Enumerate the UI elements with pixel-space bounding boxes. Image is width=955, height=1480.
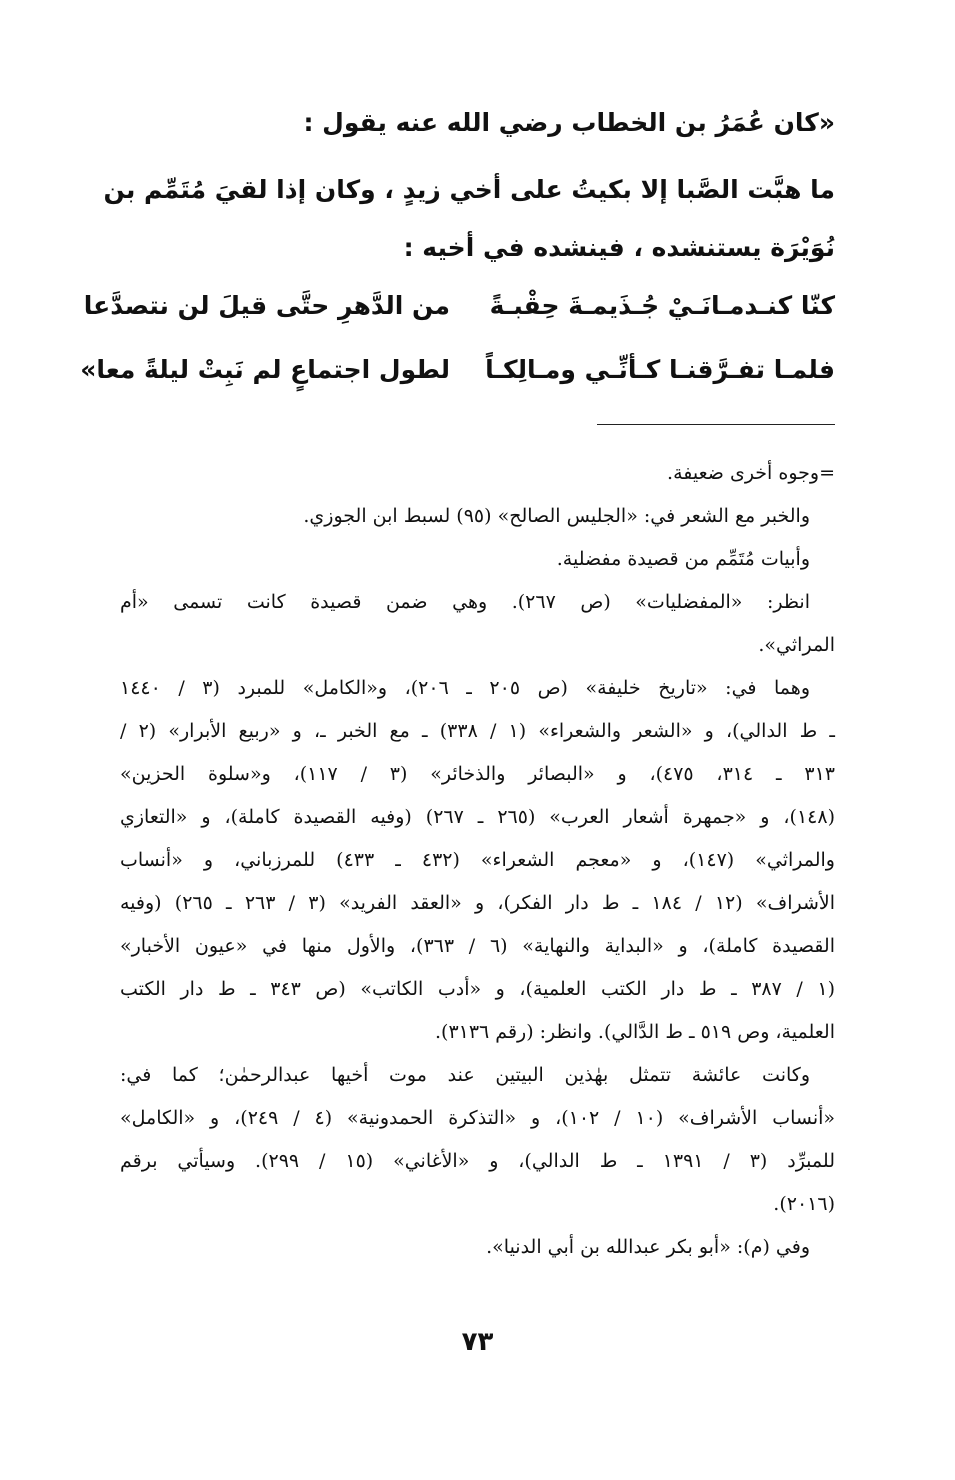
footnote-separator-rule: [597, 424, 835, 425]
footnote-line-12: القصيدة كاملة)، و «البداية والنهاية» (٦ / ٣٦٣)، والأول منها في «عيون الأخبار»: [120, 935, 835, 957]
footnote-line-5: المراثي».: [758, 634, 835, 656]
footnote-line-8: ٣١٣ ـ ٣١٤، ٤٧٥)، و «البصائر والذخائر» (٣ / ١١٧)، و«سلوة الحزين»: [120, 763, 836, 785]
footnote-line-3: وأبيات مُتَمِّم من قصيدة مفضلية.: [556, 548, 810, 570]
footnote-line-9: (١٤٨)، و «جمهرة أشعار العرب» (٢٦٥ ـ ٢٦٧) (وفيه القصيدة كاملة)، و «التعازي: [120, 806, 835, 828]
footnote-line-2: والخبر مع الشعر في: «الجليس الصالح» (٩٥) لسبط ابن الجوزي.: [303, 505, 810, 527]
main-text-line-1: «كان عُمَرُ بن الخطاب رضي الله عنه يقول :: [303, 108, 835, 137]
footnote-line-10: والمراثي» (١٤٧)، و «معجم الشعراء» (٤٣٢ ـ ٤٣٣) للمرزباني، و «أنساب: [120, 849, 835, 871]
page-number: ٧٣: [461, 1327, 494, 1357]
footnote-line-16: «أنساب الأشراف» (١٠ / ١٠٢)، و «التذكرة الحمدونية» (٤ / ٢٤٩)، و «الكامل»: [120, 1107, 836, 1129]
footnote-line-6: وهما في: «تاريخ خليفة» (ص ٢٠٥ ـ ٢٠٦)، و«الكامل» للمبرد (٣ / ١٤٤٠: [120, 677, 810, 699]
footnote-line-7: ـ ط الدالي)، و «الشعر والشعراء» (١ / ٣٣٨) ـ مع الخبر ـ، و «ربيع الأبرار» (٢ /: [120, 720, 835, 742]
footnote-line-19: وفي (م): «أبو بكر عبدالله بن أبي الدنيا».: [486, 1236, 810, 1258]
footnote-line-13: (١ / ٣٨٧ ـ ط دار الكتب العلمية)، و «أدب الكاتب» (ص ٣٤٣ ـ ط دار الكتب: [120, 978, 835, 1000]
footnote-line-15: وكانت عائشة تتمثل بهٰذين البيتين عند موت أخيها عبدالرحمٰن؛ كما في:: [120, 1064, 810, 1086]
footnote-line-4: انظر: «المفضليات» (ص ٢٦٧). وهي ضمن قصيدة كانت تسمى «أم: [120, 591, 810, 613]
poem-verse-1-left-hemistich: من الدَّهرِ حتَّى قيلَ لن نتصدَّعا: [83, 291, 450, 320]
footnote-line-14: العلمية، وص ٥١٩ ـ ط الدَّالي). وانظر: (رقم ٣١٣٦).: [434, 1021, 835, 1043]
footnote-line-18: (٢٠١٦).: [773, 1193, 835, 1215]
poem-verse-2-left-hemistich: لطول اجتماعٍ لم نَبِتْ ليلةً معا»: [80, 355, 450, 384]
footnote-line-11: الأشراف» (١٢ / ١٨٤ ـ ط دار الفكر)، و «العقد الفريد» (٣ / ٢٦٣ ـ ٢٦٥) (وفيه: [120, 892, 835, 914]
footnote-line-1: =وجوه أخرى ضعيفة.: [667, 462, 835, 484]
poem-verse-1-right-hemistich: كنّا كنـدمـانَـيْ جُـذَيمـةَ حِقْبـةً: [489, 291, 835, 320]
footnote-line-17: للمبرِّد (٣ / ١٣٩١ ـ ط الدالي)، و «الأغاني» (١٥ / ٢٩٩). وسيأتي برقم: [120, 1150, 835, 1172]
main-text-line-3: نُوَيْرَة يستنشده ، فينشده في أخيه :: [403, 233, 835, 262]
main-text-line-2: ما هبَّت الصَّبا إلا بكيتُ على أخي زيدٍ ، وكان إذا لقيَ مُتَمِّم بن: [103, 175, 835, 204]
poem-verse-2-right-hemistich: فلمـا تفـرَّقنـا كـأنِّـي ومـالِكـاً: [485, 355, 835, 384]
